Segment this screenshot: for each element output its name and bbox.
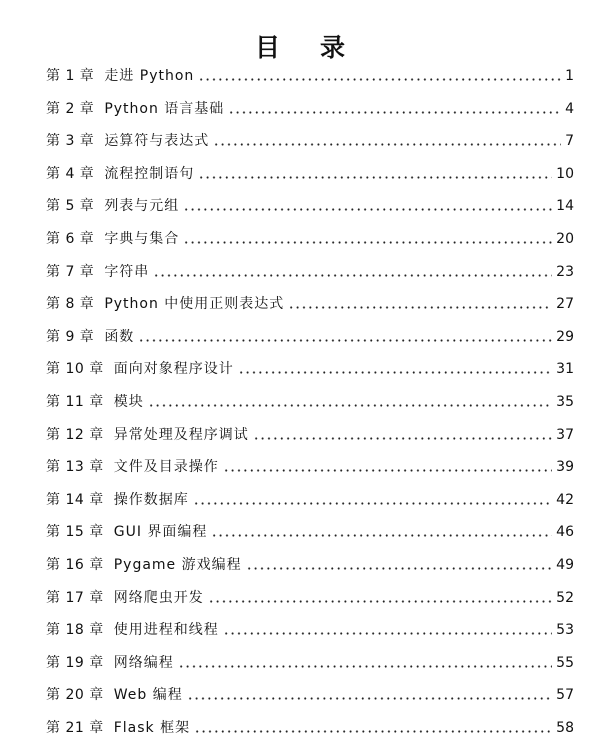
toc-page-number: 42 bbox=[556, 491, 574, 508]
toc-entry[interactable] bbox=[46, 262, 574, 282]
toc-chapter-title: Web 编程 bbox=[113, 687, 183, 704]
toc-entry[interactable] bbox=[46, 327, 574, 347]
toc-chapter-number: 第 10 章 bbox=[46, 361, 104, 378]
toc-chapter-title: 文件及目录操作 bbox=[113, 459, 219, 476]
toc-page-number: 46 bbox=[556, 524, 574, 541]
toc-page-number: 10 bbox=[556, 165, 574, 182]
toc-page-number: 49 bbox=[556, 557, 574, 573]
toc-chapter-title: 操作数据库 bbox=[113, 491, 189, 508]
toc-page-number: 27 bbox=[556, 296, 574, 313]
toc-chapter-number: 第 4 章 bbox=[46, 165, 95, 182]
toc-entry[interactable] bbox=[46, 131, 574, 151]
toc-chapter-title: 流程控制语句 bbox=[104, 165, 195, 182]
toc-entry[interactable] bbox=[46, 294, 574, 314]
toc-chapter-number: 第 3 章 bbox=[46, 133, 95, 150]
toc-dot-leader bbox=[194, 730, 552, 733]
toc-chapter-title: 走进 Python bbox=[104, 68, 195, 84]
toc-page-number: 55 bbox=[556, 654, 574, 671]
toc-page-number: 57 bbox=[556, 687, 574, 704]
toc-chapter-number: 第 8 章 bbox=[46, 296, 95, 313]
toc-chapter-title: Python 中使用正则表达式 bbox=[104, 296, 285, 313]
toc-page-number: 52 bbox=[556, 589, 574, 606]
toc-entry[interactable] bbox=[46, 196, 574, 216]
toc-chapter-title: 模块 bbox=[113, 394, 144, 410]
toc-entry[interactable] bbox=[46, 685, 574, 705]
toc-chapter-number: 第 12 章 bbox=[46, 426, 104, 443]
toc-entry[interactable] bbox=[46, 425, 574, 445]
toc-dot-leader bbox=[211, 534, 552, 537]
toc-entry[interactable] bbox=[46, 555, 574, 575]
toc-chapter-number: 第 15 章 bbox=[46, 524, 104, 541]
toc-chapter-title: 字符串 bbox=[104, 263, 150, 280]
toc-chapter-title: 列表与元组 bbox=[104, 198, 180, 215]
toc-chapter-number: 第 21 章 bbox=[46, 720, 104, 736]
toc-entry[interactable] bbox=[46, 620, 574, 640]
toc-chapter-title: Flask 框架 bbox=[113, 720, 191, 736]
toc-page-number: 58 bbox=[556, 720, 574, 736]
toc-chapter-number: 第 13 章 bbox=[46, 459, 104, 476]
toc-entry[interactable] bbox=[46, 99, 574, 119]
toc-chapter-title: 函数 bbox=[104, 328, 135, 345]
toc-page-number: 37 bbox=[556, 426, 574, 443]
toc-dot-leader bbox=[246, 567, 553, 570]
toc-dot-leader bbox=[288, 306, 552, 309]
title-char-1: 目 bbox=[254, 33, 280, 62]
toc-chapter-number: 第 17 章 bbox=[46, 589, 104, 606]
toc-entry[interactable] bbox=[46, 359, 574, 379]
toc-entry[interactable] bbox=[46, 229, 574, 249]
toc-chapter-number: 第 6 章 bbox=[46, 231, 95, 247]
toc-entry[interactable] bbox=[46, 66, 574, 86]
toc-entry[interactable] bbox=[46, 653, 574, 673]
toc-dot-leader bbox=[148, 404, 552, 407]
toc-dot-leader bbox=[198, 176, 552, 179]
toc-page-number: 14 bbox=[556, 198, 574, 215]
toc-page-number: 39 bbox=[556, 459, 574, 476]
toc-dot-leader bbox=[193, 502, 552, 505]
toc-entry[interactable] bbox=[46, 522, 574, 542]
toc-chapter-title: GUI 界面编程 bbox=[113, 524, 208, 541]
toc-page-number: 35 bbox=[556, 394, 574, 410]
toc-dot-leader bbox=[228, 111, 561, 114]
toc-chapter-title: 字典与集合 bbox=[104, 231, 180, 247]
toc-page-number: 4 bbox=[565, 100, 574, 117]
toc-dot-leader bbox=[213, 143, 561, 146]
toc-chapter-title: 使用进程和线程 bbox=[113, 622, 219, 639]
toc-chapter-number: 第 11 章 bbox=[46, 394, 104, 410]
toc-chapter-number: 第 18 章 bbox=[46, 622, 104, 639]
toc-dot-leader bbox=[253, 437, 552, 440]
toc-dot-leader bbox=[223, 469, 552, 472]
toc-dot-leader bbox=[223, 632, 552, 635]
toc-page-number: 7 bbox=[565, 133, 574, 150]
toc-chapter-number: 第 9 章 bbox=[46, 328, 95, 345]
toc-dot-leader bbox=[187, 697, 552, 700]
toc-chapter-title: 网络爬虫开发 bbox=[113, 589, 204, 606]
toc-entry[interactable] bbox=[46, 164, 574, 184]
toc-entry[interactable] bbox=[46, 718, 574, 738]
page-title bbox=[0, 28, 600, 64]
toc-chapter-number: 第 5 章 bbox=[46, 198, 95, 215]
toc-page-number: 31 bbox=[556, 361, 574, 378]
toc-page-number: 29 bbox=[556, 328, 574, 345]
toc-dot-leader bbox=[153, 274, 552, 277]
toc-chapter-number: 第 7 章 bbox=[46, 263, 95, 280]
toc-chapter-title: 异常处理及程序调试 bbox=[113, 426, 249, 443]
toc-entry[interactable] bbox=[46, 588, 574, 608]
toc-entry[interactable] bbox=[46, 490, 574, 510]
toc-page-number: 20 bbox=[556, 231, 574, 247]
toc-chapter-title: 面向对象程序设计 bbox=[113, 361, 234, 378]
toc-page-number: 53 bbox=[556, 622, 574, 639]
toc-chapter-number: 第 19 章 bbox=[46, 654, 104, 671]
toc-chapter-number: 第 14 章 bbox=[46, 491, 104, 508]
toc-chapter-number: 第 16 章 bbox=[46, 557, 104, 573]
toc-entry[interactable] bbox=[46, 392, 574, 412]
toc-dot-leader bbox=[183, 208, 552, 211]
toc-chapter-title: 网络编程 bbox=[113, 654, 174, 671]
toc-chapter-title: Python 语言基础 bbox=[104, 100, 225, 117]
toc-dot-leader bbox=[198, 78, 561, 81]
toc-chapter-number: 第 2 章 bbox=[46, 100, 95, 117]
toc-dot-leader bbox=[208, 600, 552, 603]
toc-entry[interactable] bbox=[46, 457, 574, 477]
toc-dot-leader bbox=[238, 371, 552, 374]
toc-chapter-title: Pygame 游戏编程 bbox=[113, 557, 242, 573]
toc-chapter-number: 第 1 章 bbox=[46, 68, 95, 84]
toc-page-number: 1 bbox=[565, 68, 574, 84]
toc-chapter-number: 第 20 章 bbox=[46, 687, 104, 704]
toc-page-number: 23 bbox=[556, 263, 574, 280]
toc-chapter-title: 运算符与表达式 bbox=[104, 133, 210, 150]
toc-dot-leader bbox=[183, 241, 552, 244]
title-char-2: 录 bbox=[320, 33, 346, 62]
toc-dot-leader bbox=[178, 665, 552, 668]
toc-dot-leader bbox=[138, 339, 552, 342]
